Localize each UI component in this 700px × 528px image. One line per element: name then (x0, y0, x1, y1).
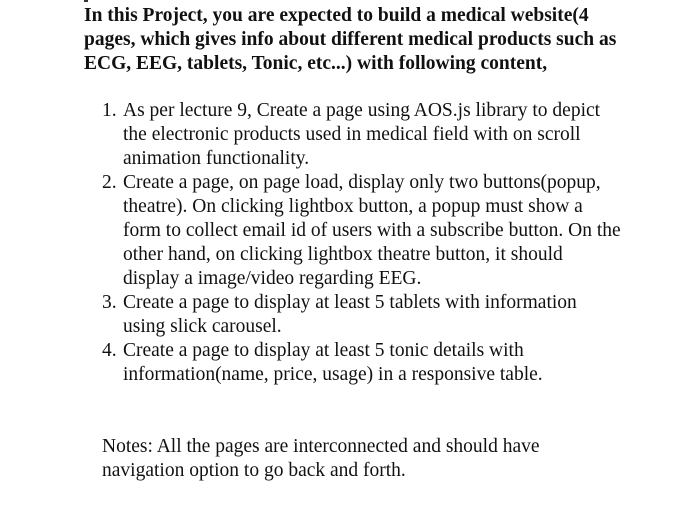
task-number: 3. (102, 292, 117, 313)
task-item-1 (102, 99, 622, 171)
cropped-text-fragment (84, 0, 88, 2)
task-number: 1. (102, 100, 117, 121)
task-list (102, 99, 622, 387)
task-text: Create a page to display at least 5 tonic details with information(name, price, usage) in a responsive table. (123, 340, 543, 385)
task-item-2 (102, 171, 622, 291)
project-intro: In this Project, you are expected to build a medical website(4 pages, which gives info about different medical products such as ECG, EEG, tablets, Tonic, etc...) with following content, (84, 5, 617, 74)
task-number: 4. (102, 340, 117, 361)
task-number: 2. (102, 172, 117, 193)
task-text: Create a page to display at least 5 tablets with information using slick carousel. (123, 292, 577, 337)
task-item-4 (102, 339, 622, 387)
task-text: Create a page, on page load, display only two buttons(popup, theatre). On clicking lightbox button, a popup must show a form to collect email id of users with a subscribe button. On the other hand, on clicking lightbox theatre button, it should display a image/video regarding EEG. (123, 172, 621, 289)
notes-paragraph: Notes: All the pages are interconnected and should have navigation option to go back and forth. (102, 436, 540, 481)
task-text: As per lecture 9, Create a page using AOS.js library to depict the electronic products used in medical field with on scroll animation functionality. (123, 100, 601, 169)
task-item-3 (102, 291, 622, 339)
